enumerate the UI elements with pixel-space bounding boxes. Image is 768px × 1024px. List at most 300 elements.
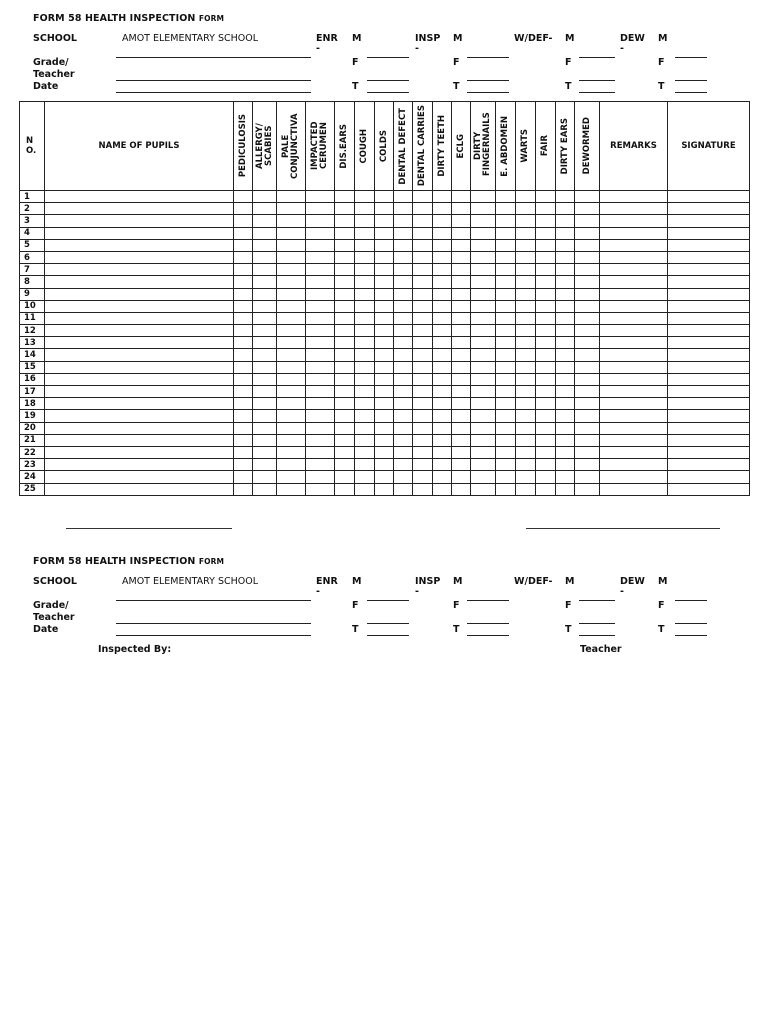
check-cell[interactable]	[536, 398, 556, 410]
check-cell[interactable]	[413, 325, 433, 337]
check-cell[interactable]	[253, 191, 277, 203]
check-cell[interactable]	[556, 410, 575, 422]
check-cell[interactable]	[335, 251, 355, 263]
check-cell[interactable]	[355, 349, 375, 361]
check-cell[interactable]	[277, 361, 306, 373]
check-cell[interactable]	[306, 227, 335, 239]
check-cell[interactable]	[394, 386, 413, 398]
check-cell[interactable]	[516, 471, 536, 483]
check-cell[interactable]	[516, 191, 536, 203]
check-cell[interactable]	[413, 288, 433, 300]
check-cell[interactable]	[600, 471, 668, 483]
check-cell[interactable]	[556, 288, 575, 300]
check-cell[interactable]	[306, 191, 335, 203]
check-cell[interactable]	[668, 398, 750, 410]
check-cell[interactable]	[375, 191, 394, 203]
check-cell[interactable]	[413, 215, 433, 227]
check-cell[interactable]	[394, 191, 413, 203]
check-cell[interactable]	[575, 361, 600, 373]
check-cell[interactable]	[471, 398, 496, 410]
check-cell[interactable]	[600, 349, 668, 361]
check-cell[interactable]	[277, 349, 306, 361]
check-cell[interactable]	[536, 325, 556, 337]
pupil-name-cell[interactable]	[45, 459, 234, 471]
check-cell[interactable]	[375, 325, 394, 337]
check-cell[interactable]	[253, 349, 277, 361]
check-cell[interactable]	[433, 434, 452, 446]
check-cell[interactable]	[668, 410, 750, 422]
check-cell[interactable]	[452, 410, 471, 422]
check-cell[interactable]	[335, 215, 355, 227]
check-cell[interactable]	[355, 422, 375, 434]
check-cell[interactable]	[496, 446, 516, 458]
check-cell[interactable]	[413, 398, 433, 410]
check-cell[interactable]	[536, 264, 556, 276]
check-cell[interactable]	[452, 215, 471, 227]
check-cell[interactable]	[335, 337, 355, 349]
check-cell[interactable]	[600, 312, 668, 324]
check-cell[interactable]	[394, 276, 413, 288]
check-cell[interactable]	[253, 227, 277, 239]
check-cell[interactable]	[277, 459, 306, 471]
check-cell[interactable]	[394, 312, 413, 324]
check-cell[interactable]	[394, 410, 413, 422]
pupil-name-cell[interactable]	[45, 276, 234, 288]
check-cell[interactable]	[306, 325, 335, 337]
check-cell[interactable]	[471, 410, 496, 422]
check-cell[interactable]	[413, 410, 433, 422]
check-cell[interactable]	[536, 434, 556, 446]
check-cell[interactable]	[471, 471, 496, 483]
pupil-name-cell[interactable]	[45, 215, 234, 227]
check-cell[interactable]	[556, 422, 575, 434]
check-cell[interactable]	[556, 471, 575, 483]
check-cell[interactable]	[277, 337, 306, 349]
pupil-name-cell[interactable]	[45, 251, 234, 263]
check-cell[interactable]	[234, 386, 253, 398]
check-cell[interactable]	[471, 434, 496, 446]
check-cell[interactable]	[452, 203, 471, 215]
check-cell[interactable]	[516, 349, 536, 361]
check-cell[interactable]	[234, 300, 253, 312]
check-cell[interactable]	[433, 446, 452, 458]
check-cell[interactable]	[306, 434, 335, 446]
check-cell[interactable]	[556, 203, 575, 215]
check-cell[interactable]	[394, 215, 413, 227]
check-cell[interactable]	[394, 361, 413, 373]
check-cell[interactable]	[277, 483, 306, 495]
check-cell[interactable]	[575, 215, 600, 227]
check-cell[interactable]	[556, 361, 575, 373]
check-cell[interactable]	[516, 434, 536, 446]
check-cell[interactable]	[394, 459, 413, 471]
pupil-name-cell[interactable]	[45, 325, 234, 337]
check-cell[interactable]	[253, 251, 277, 263]
check-cell[interactable]	[394, 434, 413, 446]
check-cell[interactable]	[413, 227, 433, 239]
check-cell[interactable]	[452, 325, 471, 337]
check-cell[interactable]	[253, 215, 277, 227]
check-cell[interactable]	[556, 227, 575, 239]
check-cell[interactable]	[516, 373, 536, 385]
check-cell[interactable]	[253, 386, 277, 398]
check-cell[interactable]	[306, 373, 335, 385]
check-cell[interactable]	[496, 239, 516, 251]
check-cell[interactable]	[355, 373, 375, 385]
check-cell[interactable]	[253, 398, 277, 410]
check-cell[interactable]	[234, 203, 253, 215]
check-cell[interactable]	[516, 227, 536, 239]
check-cell[interactable]	[600, 446, 668, 458]
check-cell[interactable]	[536, 191, 556, 203]
check-cell[interactable]	[234, 434, 253, 446]
check-cell[interactable]	[471, 251, 496, 263]
pupil-name-cell[interactable]	[45, 312, 234, 324]
check-cell[interactable]	[375, 349, 394, 361]
check-cell[interactable]	[536, 337, 556, 349]
check-cell[interactable]	[433, 288, 452, 300]
check-cell[interactable]	[452, 337, 471, 349]
check-cell[interactable]	[496, 227, 516, 239]
check-cell[interactable]	[306, 203, 335, 215]
check-cell[interactable]	[234, 483, 253, 495]
check-cell[interactable]	[536, 276, 556, 288]
pupil-name-cell[interactable]	[45, 373, 234, 385]
check-cell[interactable]	[600, 422, 668, 434]
check-cell[interactable]	[394, 203, 413, 215]
check-cell[interactable]	[277, 373, 306, 385]
check-cell[interactable]	[471, 459, 496, 471]
check-cell[interactable]	[433, 483, 452, 495]
check-cell[interactable]	[375, 203, 394, 215]
check-cell[interactable]	[335, 483, 355, 495]
check-cell[interactable]	[306, 276, 335, 288]
check-cell[interactable]	[394, 483, 413, 495]
check-cell[interactable]	[433, 337, 452, 349]
check-cell[interactable]	[496, 203, 516, 215]
check-cell[interactable]	[575, 264, 600, 276]
check-cell[interactable]	[575, 239, 600, 251]
check-cell[interactable]	[496, 434, 516, 446]
check-cell[interactable]	[277, 239, 306, 251]
check-cell[interactable]	[413, 361, 433, 373]
check-cell[interactable]	[306, 349, 335, 361]
check-cell[interactable]	[452, 300, 471, 312]
check-cell[interactable]	[277, 264, 306, 276]
check-cell[interactable]	[394, 422, 413, 434]
check-cell[interactable]	[413, 276, 433, 288]
check-cell[interactable]	[668, 361, 750, 373]
check-cell[interactable]	[306, 446, 335, 458]
check-cell[interactable]	[394, 251, 413, 263]
check-cell[interactable]	[496, 422, 516, 434]
check-cell[interactable]	[452, 276, 471, 288]
pupil-name-cell[interactable]	[45, 227, 234, 239]
check-cell[interactable]	[536, 361, 556, 373]
check-cell[interactable]	[355, 398, 375, 410]
check-cell[interactable]	[335, 471, 355, 483]
check-cell[interactable]	[600, 215, 668, 227]
check-cell[interactable]	[471, 422, 496, 434]
check-cell[interactable]	[600, 276, 668, 288]
check-cell[interactable]	[355, 239, 375, 251]
check-cell[interactable]	[234, 312, 253, 324]
check-cell[interactable]	[575, 288, 600, 300]
check-cell[interactable]	[668, 191, 750, 203]
check-cell[interactable]	[556, 398, 575, 410]
check-cell[interactable]	[575, 251, 600, 263]
check-cell[interactable]	[668, 288, 750, 300]
check-cell[interactable]	[556, 312, 575, 324]
check-cell[interactable]	[413, 386, 433, 398]
check-cell[interactable]	[335, 361, 355, 373]
check-cell[interactable]	[335, 398, 355, 410]
check-cell[interactable]	[496, 471, 516, 483]
check-cell[interactable]	[575, 227, 600, 239]
check-cell[interactable]	[253, 264, 277, 276]
check-cell[interactable]	[516, 203, 536, 215]
check-cell[interactable]	[668, 373, 750, 385]
check-cell[interactable]	[452, 227, 471, 239]
check-cell[interactable]	[355, 276, 375, 288]
check-cell[interactable]	[277, 434, 306, 446]
check-cell[interactable]	[277, 215, 306, 227]
check-cell[interactable]	[556, 191, 575, 203]
check-cell[interactable]	[335, 459, 355, 471]
check-cell[interactable]	[556, 483, 575, 495]
check-cell[interactable]	[516, 251, 536, 263]
check-cell[interactable]	[306, 422, 335, 434]
check-cell[interactable]	[433, 410, 452, 422]
check-cell[interactable]	[575, 434, 600, 446]
check-cell[interactable]	[335, 446, 355, 458]
check-cell[interactable]	[556, 264, 575, 276]
check-cell[interactable]	[452, 264, 471, 276]
check-cell[interactable]	[335, 325, 355, 337]
check-cell[interactable]	[234, 227, 253, 239]
check-cell[interactable]	[496, 288, 516, 300]
check-cell[interactable]	[306, 239, 335, 251]
check-cell[interactable]	[306, 288, 335, 300]
check-cell[interactable]	[516, 312, 536, 324]
check-cell[interactable]	[355, 471, 375, 483]
check-cell[interactable]	[306, 337, 335, 349]
check-cell[interactable]	[253, 483, 277, 495]
check-cell[interactable]	[452, 483, 471, 495]
check-cell[interactable]	[253, 373, 277, 385]
check-cell[interactable]	[433, 349, 452, 361]
check-cell[interactable]	[234, 276, 253, 288]
check-cell[interactable]	[394, 227, 413, 239]
check-cell[interactable]	[277, 276, 306, 288]
check-cell[interactable]	[433, 386, 452, 398]
check-cell[interactable]	[433, 471, 452, 483]
check-cell[interactable]	[234, 191, 253, 203]
check-cell[interactable]	[375, 264, 394, 276]
check-cell[interactable]	[668, 251, 750, 263]
check-cell[interactable]	[471, 215, 496, 227]
check-cell[interactable]	[575, 349, 600, 361]
check-cell[interactable]	[355, 483, 375, 495]
check-cell[interactable]	[394, 471, 413, 483]
check-cell[interactable]	[668, 446, 750, 458]
check-cell[interactable]	[575, 312, 600, 324]
check-cell[interactable]	[516, 483, 536, 495]
check-cell[interactable]	[413, 349, 433, 361]
check-cell[interactable]	[375, 300, 394, 312]
check-cell[interactable]	[668, 239, 750, 251]
check-cell[interactable]	[413, 191, 433, 203]
check-cell[interactable]	[496, 325, 516, 337]
check-cell[interactable]	[375, 337, 394, 349]
check-cell[interactable]	[496, 264, 516, 276]
check-cell[interactable]	[575, 373, 600, 385]
check-cell[interactable]	[496, 251, 516, 263]
check-cell[interactable]	[234, 264, 253, 276]
check-cell[interactable]	[471, 373, 496, 385]
check-cell[interactable]	[668, 337, 750, 349]
check-cell[interactable]	[556, 446, 575, 458]
check-cell[interactable]	[306, 410, 335, 422]
check-cell[interactable]	[253, 422, 277, 434]
check-cell[interactable]	[234, 398, 253, 410]
check-cell[interactable]	[668, 483, 750, 495]
check-cell[interactable]	[536, 459, 556, 471]
check-cell[interactable]	[516, 215, 536, 227]
check-cell[interactable]	[413, 471, 433, 483]
check-cell[interactable]	[600, 386, 668, 398]
check-cell[interactable]	[600, 459, 668, 471]
check-cell[interactable]	[253, 312, 277, 324]
check-cell[interactable]	[335, 276, 355, 288]
pupil-name-cell[interactable]	[45, 288, 234, 300]
check-cell[interactable]	[516, 410, 536, 422]
check-cell[interactable]	[668, 276, 750, 288]
check-cell[interactable]	[600, 325, 668, 337]
check-cell[interactable]	[306, 483, 335, 495]
check-cell[interactable]	[234, 349, 253, 361]
check-cell[interactable]	[471, 337, 496, 349]
check-cell[interactable]	[234, 251, 253, 263]
check-cell[interactable]	[394, 446, 413, 458]
check-cell[interactable]	[355, 191, 375, 203]
pupil-name-cell[interactable]	[45, 398, 234, 410]
pupil-name-cell[interactable]	[45, 471, 234, 483]
check-cell[interactable]	[355, 410, 375, 422]
check-cell[interactable]	[600, 203, 668, 215]
check-cell[interactable]	[452, 191, 471, 203]
check-cell[interactable]	[516, 300, 536, 312]
check-cell[interactable]	[668, 203, 750, 215]
check-cell[interactable]	[668, 459, 750, 471]
check-cell[interactable]	[277, 203, 306, 215]
check-cell[interactable]	[600, 434, 668, 446]
check-cell[interactable]	[575, 337, 600, 349]
check-cell[interactable]	[306, 300, 335, 312]
pupil-name-cell[interactable]	[45, 264, 234, 276]
check-cell[interactable]	[433, 325, 452, 337]
check-cell[interactable]	[375, 288, 394, 300]
check-cell[interactable]	[375, 446, 394, 458]
check-cell[interactable]	[335, 239, 355, 251]
check-cell[interactable]	[575, 191, 600, 203]
check-cell[interactable]	[355, 312, 375, 324]
check-cell[interactable]	[516, 288, 536, 300]
check-cell[interactable]	[306, 312, 335, 324]
check-cell[interactable]	[471, 312, 496, 324]
check-cell[interactable]	[375, 386, 394, 398]
check-cell[interactable]	[575, 422, 600, 434]
check-cell[interactable]	[234, 471, 253, 483]
check-cell[interactable]	[253, 434, 277, 446]
check-cell[interactable]	[253, 288, 277, 300]
check-cell[interactable]	[536, 227, 556, 239]
check-cell[interactable]	[234, 373, 253, 385]
check-cell[interactable]	[516, 446, 536, 458]
check-cell[interactable]	[355, 288, 375, 300]
check-cell[interactable]	[375, 251, 394, 263]
check-cell[interactable]	[413, 239, 433, 251]
check-cell[interactable]	[516, 398, 536, 410]
check-cell[interactable]	[433, 251, 452, 263]
check-cell[interactable]	[575, 471, 600, 483]
check-cell[interactable]	[306, 386, 335, 398]
check-cell[interactable]	[516, 276, 536, 288]
check-cell[interactable]	[413, 483, 433, 495]
check-cell[interactable]	[335, 227, 355, 239]
check-cell[interactable]	[600, 191, 668, 203]
pupil-name-cell[interactable]	[45, 434, 234, 446]
check-cell[interactable]	[413, 373, 433, 385]
check-cell[interactable]	[516, 361, 536, 373]
check-cell[interactable]	[556, 434, 575, 446]
check-cell[interactable]	[668, 215, 750, 227]
check-cell[interactable]	[394, 300, 413, 312]
check-cell[interactable]	[516, 239, 536, 251]
check-cell[interactable]	[394, 337, 413, 349]
check-cell[interactable]	[306, 264, 335, 276]
check-cell[interactable]	[433, 264, 452, 276]
pupil-name-cell[interactable]	[45, 239, 234, 251]
check-cell[interactable]	[355, 227, 375, 239]
check-cell[interactable]	[335, 349, 355, 361]
check-cell[interactable]	[496, 191, 516, 203]
check-cell[interactable]	[556, 300, 575, 312]
check-cell[interactable]	[556, 276, 575, 288]
check-cell[interactable]	[556, 325, 575, 337]
check-cell[interactable]	[433, 459, 452, 471]
check-cell[interactable]	[471, 288, 496, 300]
check-cell[interactable]	[471, 264, 496, 276]
check-cell[interactable]	[536, 300, 556, 312]
check-cell[interactable]	[375, 434, 394, 446]
check-cell[interactable]	[277, 386, 306, 398]
check-cell[interactable]	[600, 483, 668, 495]
check-cell[interactable]	[496, 215, 516, 227]
check-cell[interactable]	[556, 349, 575, 361]
check-cell[interactable]	[668, 227, 750, 239]
check-cell[interactable]	[600, 251, 668, 263]
check-cell[interactable]	[556, 373, 575, 385]
check-cell[interactable]	[600, 337, 668, 349]
check-cell[interactable]	[335, 288, 355, 300]
check-cell[interactable]	[536, 203, 556, 215]
check-cell[interactable]	[375, 227, 394, 239]
check-cell[interactable]	[375, 215, 394, 227]
check-cell[interactable]	[536, 446, 556, 458]
check-cell[interactable]	[536, 239, 556, 251]
pupil-name-cell[interactable]	[45, 446, 234, 458]
